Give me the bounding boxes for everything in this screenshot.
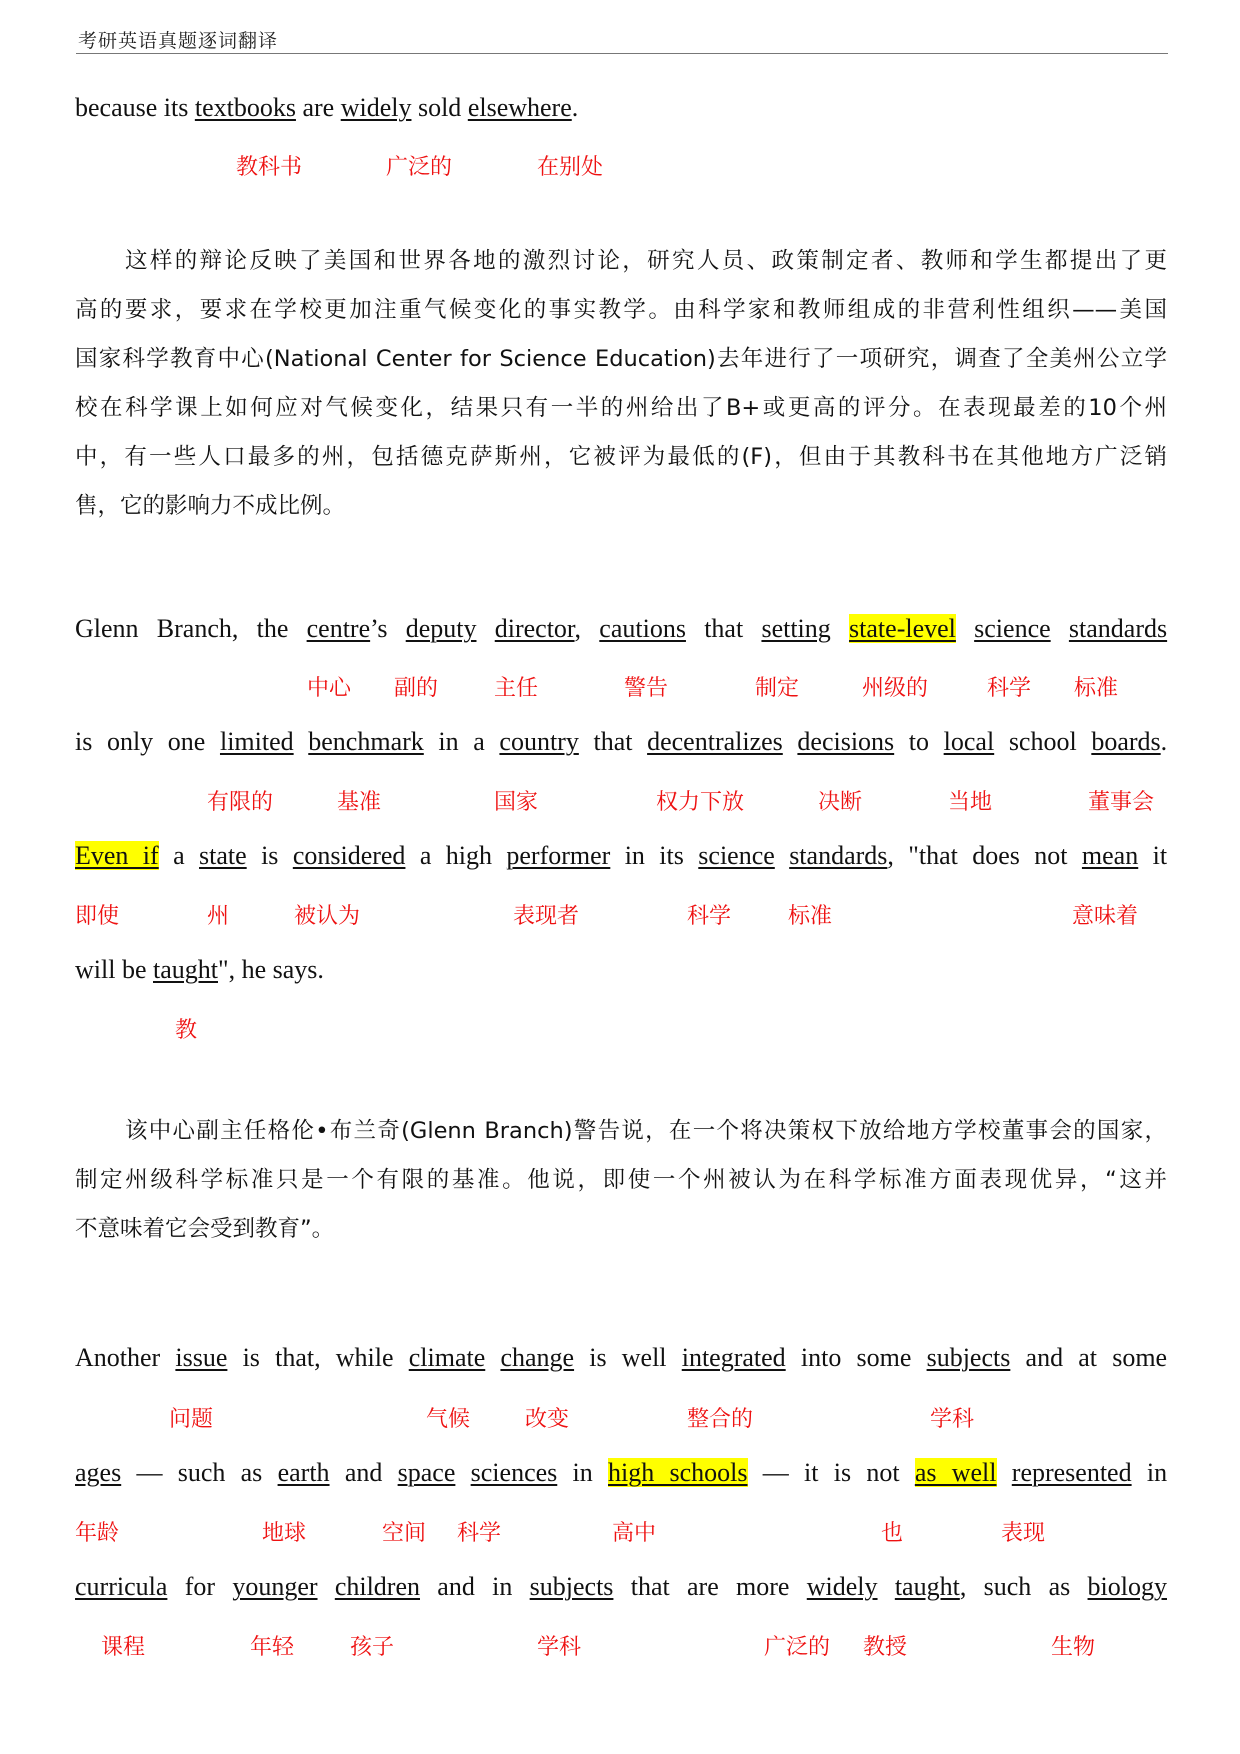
sentence-text: — it is not [762, 1458, 900, 1487]
sentence-text: are [302, 93, 335, 122]
word-translation: 高中 [612, 1521, 657, 1546]
word-translation: 被认为 [294, 904, 361, 929]
underlined-vocabulary-word: country [499, 727, 579, 756]
underlined-vocabulary-word: integrated [681, 1343, 786, 1372]
document-header-title: 考研英语真题逐词翻译 [78, 30, 279, 52]
word-translation: 教授 [863, 1635, 908, 1660]
underlined-vocabulary-word: decisions [797, 727, 895, 756]
sentence-text: into some [800, 1343, 912, 1372]
underlined-vocabulary-word: widely [340, 93, 412, 122]
underlined-vocabulary-word: earth [277, 1458, 330, 1487]
underlined-vocabulary-word: limited [219, 727, 294, 756]
underlined-vocabulary-word: represented [1011, 1458, 1132, 1487]
highlighted-phrase: state-level [849, 614, 956, 643]
underlined-vocabulary-word: local [943, 727, 995, 756]
highlighted-phrase: high schools [608, 1458, 748, 1487]
sentence-text: . [571, 93, 579, 122]
sentence-text: and at some [1025, 1343, 1168, 1372]
english-sentence-line [75, 840, 1167, 872]
word-translation: 标准 [788, 904, 833, 929]
underlined-vocabulary-word: children [334, 1572, 420, 1601]
underlined-vocabulary-word: elsewhere [467, 93, 572, 122]
underlined-vocabulary-word: state [199, 841, 247, 870]
sentence-text: in a [438, 727, 485, 756]
header-divider [76, 53, 1168, 54]
word-translation: 教科书 [236, 155, 303, 180]
word-translation: 生物 [1051, 1635, 1096, 1660]
paragraph-line: 不意味着它会受到教育”。 [75, 1216, 335, 1242]
sentence-text: is only one [75, 727, 206, 756]
underlined-vocabulary-word: space [397, 1458, 456, 1487]
word-translation: 教 [175, 1018, 198, 1043]
sentence-text: and in [437, 1572, 513, 1601]
sentence-text: Another [75, 1343, 161, 1372]
word-translation: 学科 [537, 1635, 582, 1660]
word-translation: 主任 [494, 676, 539, 701]
chinese-translation-paragraph [75, 1116, 1167, 1263]
sentence-text: ’s [370, 614, 388, 643]
word-translation: 地球 [262, 1521, 307, 1546]
paragraph-line: 该中心副主任格伦•布兰奇(Glenn Branch)警告说，在一个将决策权下放给地方学校董事会的国家， [125, 1118, 1167, 1144]
word-translation: 决断 [818, 790, 863, 815]
word-translation: 科学 [987, 676, 1032, 701]
underlined-vocabulary-word: standards [789, 841, 888, 870]
sentence-text: that [593, 727, 633, 756]
underlined-vocabulary-word: subjects [926, 1343, 1011, 1372]
sentence-text: , such as [959, 1572, 1071, 1601]
word-translation: 学科 [930, 1407, 975, 1432]
word-translation: 表现者 [513, 904, 580, 929]
sentence-text: school [1008, 727, 1077, 756]
sentence-text: because its [75, 93, 189, 122]
word-translation: 意味着 [1072, 904, 1139, 929]
word-translation: 也 [881, 1521, 904, 1546]
sentence-text: that are more [630, 1572, 790, 1601]
sentence-text: Glenn Branch, the [75, 614, 289, 643]
word-translation: 问题 [169, 1407, 214, 1432]
underlined-vocabulary-word: taught [894, 1572, 960, 1601]
sentence-text: , [574, 614, 582, 643]
word-translation: 制定 [755, 676, 800, 701]
paragraph-line: 售，它的影响力不成比例。 [75, 493, 346, 519]
underlined-vocabulary-word: science [698, 841, 775, 870]
underlined-vocabulary-word: change [500, 1343, 575, 1372]
sentence-text: for [184, 1572, 216, 1601]
sentence-text: is [261, 841, 279, 870]
underlined-vocabulary-word: ages [75, 1458, 122, 1487]
paragraph-line: 中，有一些人口最多的州，包括德克萨斯州，它被评为最低的(F)，但由于其教科书在其他地方广泛销 [75, 444, 1167, 470]
word-translation: 州级的 [862, 676, 929, 701]
sentence-text: sold [417, 93, 462, 122]
underlined-vocabulary-word: subjects [529, 1572, 614, 1601]
sentence-text: in [1146, 1458, 1168, 1487]
sentence-text: ", he says. [218, 955, 324, 984]
english-sentence-line [75, 92, 1167, 124]
word-translation: 在别处 [537, 155, 604, 180]
word-translation: 副的 [394, 676, 439, 701]
word-translation: 孩子 [350, 1635, 395, 1660]
word-translation: 广泛的 [764, 1635, 831, 1660]
word-translation: 董事会 [1088, 790, 1155, 815]
underlined-vocabulary-word: younger [232, 1572, 318, 1601]
underlined-vocabulary-word: director [494, 614, 575, 643]
sentence-text: in [572, 1458, 593, 1487]
sentence-text: is that, while [242, 1343, 394, 1372]
underlined-vocabulary-word: issue [175, 1343, 228, 1372]
word-translation: 标准 [1074, 676, 1119, 701]
word-translation: 基准 [337, 790, 382, 815]
underlined-vocabulary-word: textbooks [194, 93, 296, 122]
underlined-vocabulary-word: standards [1068, 614, 1168, 643]
underlined-vocabulary-word: centre [306, 614, 371, 643]
sentence-text: — such as [136, 1458, 263, 1487]
sentence-text: and [344, 1458, 383, 1487]
word-translation: 整合的 [687, 1407, 754, 1432]
highlighted-phrase: as well [914, 1458, 997, 1487]
chinese-translation-paragraph [75, 246, 1167, 540]
underlined-vocabulary-word: benchmark [308, 727, 424, 756]
sentence-text: it [1152, 841, 1168, 870]
word-translation: 表现 [1001, 1521, 1046, 1546]
english-sentence-line [75, 1457, 1167, 1489]
english-sentence-line [75, 613, 1167, 645]
english-sentence-line [75, 726, 1167, 758]
underlined-vocabulary-word: science [974, 614, 1051, 643]
underlined-vocabulary-word: cautions [599, 614, 686, 643]
underlined-vocabulary-word: mean [1081, 841, 1139, 870]
underlined-vocabulary-word: curricula [75, 1572, 168, 1601]
word-translation: 科学 [457, 1521, 502, 1546]
word-translation: 警告 [624, 676, 669, 701]
word-translation: 权力下放 [656, 790, 745, 815]
word-translation: 改变 [525, 1407, 570, 1432]
english-sentence-line [75, 1571, 1167, 1603]
word-translation: 国家 [494, 790, 539, 815]
word-translation: 科学 [687, 904, 732, 929]
word-translation: 中心 [307, 676, 352, 701]
underlined-vocabulary-word: considered [292, 841, 406, 870]
sentence-text: , "that does not [887, 841, 1068, 870]
sentence-text: to [908, 727, 930, 756]
underlined-vocabulary-word: boards [1091, 727, 1161, 756]
paragraph-line: 高的要求，要求在学校更加注重气候变化的事实教学。由科学家和教师组成的非营利性组织——美国 [75, 297, 1167, 323]
word-translation: 广泛的 [386, 155, 453, 180]
sentence-text: that [704, 614, 744, 643]
word-translation: 年龄 [75, 1521, 120, 1546]
word-translation: 课程 [101, 1635, 146, 1660]
english-sentence-line [75, 954, 1167, 986]
paragraph-line: 制定州级科学标准只是一个有限的基准。他说，即使一个州被认为在科学标准方面表现优异，“这并 [75, 1167, 1167, 1193]
sentence-text: will be [75, 955, 147, 984]
sentence-text: in its [624, 841, 684, 870]
underlined-vocabulary-word: deputy [405, 614, 477, 643]
english-sentence-line [75, 1342, 1167, 1374]
word-translation: 年轻 [250, 1635, 295, 1660]
word-translation: 州 [207, 904, 230, 929]
word-translation: 空间 [382, 1521, 427, 1546]
sentence-text: is well [589, 1343, 667, 1372]
paragraph-line: 这样的辩论反映了美国和世界各地的激烈讨论，研究人员、政策制定者、教师和学生都提出了更 [125, 248, 1167, 274]
sentence-text: a [173, 841, 185, 870]
underlined-vocabulary-word: climate [408, 1343, 486, 1372]
word-translation: 气候 [426, 1407, 471, 1432]
underlined-vocabulary-word: performer [506, 841, 611, 870]
word-translation: 有限的 [207, 790, 274, 815]
underlined-vocabulary-word: biology [1087, 1572, 1167, 1601]
paragraph-line: 校在科学课上如何应对气候变化，结果只有一半的州给出了B+或更高的评分。在表现最差的10个州 [75, 395, 1167, 421]
word-translation: 当地 [948, 790, 993, 815]
word-translation: 即使 [75, 904, 120, 929]
underlined-vocabulary-word: widely [806, 1572, 878, 1601]
paragraph-line: 国家科学教育中心(National Center for Science Education)去年进行了一项研究，调查了全美州公立学 [75, 346, 1167, 372]
sentence-text: . [1160, 727, 1168, 756]
underlined-vocabulary-word: decentralizes [647, 727, 783, 756]
highlighted-phrase: Even if [75, 841, 159, 870]
underlined-vocabulary-word: setting [761, 614, 831, 643]
sentence-text: a high [419, 841, 492, 870]
underlined-vocabulary-word: taught [153, 955, 218, 984]
underlined-vocabulary-word: sciences [470, 1458, 558, 1487]
